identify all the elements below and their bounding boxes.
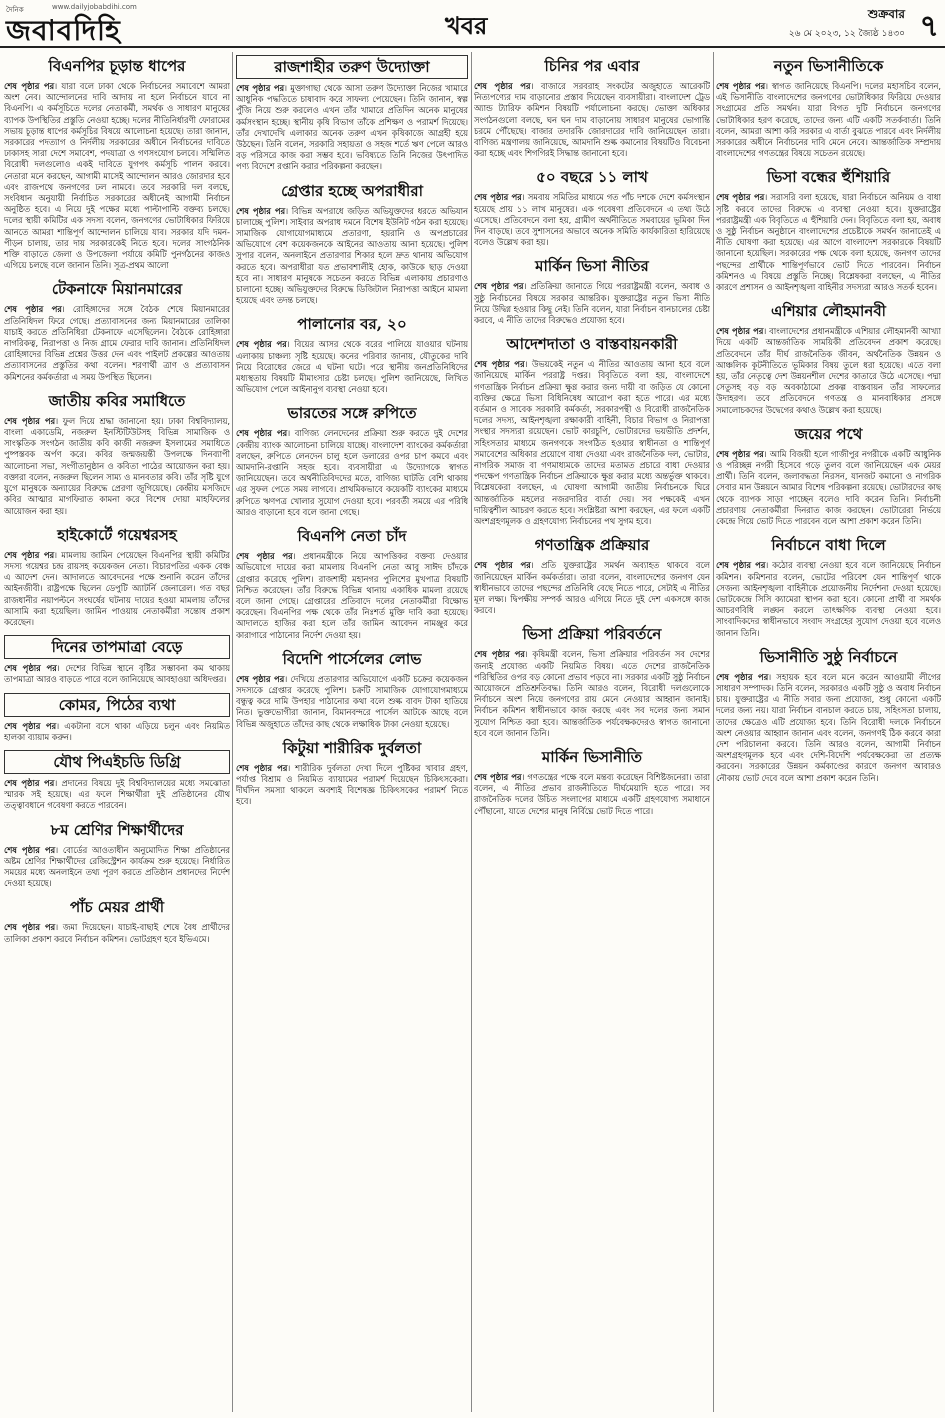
continuation-label: শেষ পৃষ্ঠার পর	[716, 560, 766, 571]
date-line: ২৬ মে ২০২৩, ১২ জ্যৈষ্ঠ ১৪৩০	[788, 29, 905, 39]
continuation-label: শেষ পৃষ্ঠার পর	[4, 777, 55, 788]
article-text: । জমা দিয়েছেন। যাচাই-বাছাই শেষে বৈধ প্রার্থীদের তালিকা প্রকাশ করবে নির্বাচন কমিশন। ভোটগ্রহণ হবে ইভিএমে।	[4, 922, 230, 944]
article-poet	[4, 390, 230, 517]
headline: জাতীয় কবির সমাধিতে	[48, 391, 186, 410]
article-text: । সমবায় সমিতির মাধ্যমে গত পাঁচ দশকে দেশে কর্মসংস্থান হয়েছে প্রায় ১১ লাখ মানুষের। এক গবেষণা প্রতিবেদনে এ তথ্য উঠে এসেছে। প্রতিবেদনে বলা হয়, গ্রামীণ অর্থনীতিতে সমবায়ের ভূমিকা দিন দিন বাড়ছে। তবে সুশাসনের অভাবে অনেক সমিতি কার্যকারিতা হারিয়েছে বলেও উল্লেখ করা হয়।	[474, 192, 710, 248]
article-text: । প্রধানমন্ত্রীকে নিয়ে আপত্তিকর বক্তব্য দেওয়ার অভিযোগে দায়ের করা মামলায় বিএনপি নেতা আবু সাঈদ চাঁদকে গ্রেপ্তার করেছে পুলিশ। রাজশাহী মহানগর পুলিশের মুখপাত্র বিষয়টি নিশ্চিত করেছেন। তাঁর বিরুদ্ধে বিভিন্ন থানায় একাধিক মামলা রয়েছে বলে জানা গেছে। গ্রেপ্তারের প্রতিবাদে দলের নেতাকর্মীরা বিক্ষোভ করেছেন। বিএনপির পক্ষ থেকে তাঁর নিঃশর্ত মুক্তি দাবি করা হয়েছে। আদালতে হাজির করা হলে তাঁর জামিন আবেদন নামঞ্জুর করে কারাগারে পাঠানোর নির্দেশ দেওয়া হয়।	[236, 551, 468, 640]
continuation-label: শেষ পৃষ্ঠার পর	[4, 304, 62, 315]
article-text: । বিয়ের আসর থেকে বরের পালিয়ে যাওয়ার ঘটনায় এলাকায় চাঞ্চল্য সৃষ্টি হয়েছে। কনের পরিবার জানায়, যৌতুকের দাবি নিয়ে বিরোধের জেরে এ ঘটনা ঘটে। পরে স্থানীয় জনপ্রতিনিধিদের মধ্যস্থতায় বিষয়টি মীমাংসার চেষ্টা চলছে। পুলিশ জানিয়েছে, লিখিত অভিযোগ পেলে আইনানুগ ব্যবস্থা নেওয়া হবে।	[236, 339, 468, 395]
article-visaban	[716, 166, 941, 293]
article-parcel	[236, 648, 468, 730]
headline: হাইকোর্টে গয়েশ্বরসহ	[57, 525, 177, 544]
continuation-label: শেষ পৃষ্ঠার পর	[236, 205, 286, 216]
logo-small-label: দৈনিক	[6, 6, 24, 14]
headline: গ্রেপ্তার হচ্ছে অপরাধীরা	[281, 181, 423, 200]
continuation-label: শেষ পৃষ্ঠার পর	[4, 720, 57, 731]
article-body	[4, 778, 230, 812]
article-implementer	[474, 333, 710, 527]
headline: চিনির পর এবার	[544, 57, 640, 75]
continuation-label: শেষ পৃষ্ঠার পর	[236, 551, 293, 562]
article-fair	[716, 646, 941, 784]
article-text: । কৃষিমন্ত্রী বলেন, ভিসা প্রক্রিয়ার পরিবর্তন সব দেশের জন্যই প্রযোজ্য একটি নিয়মিত বিষয়। এতে দেশের রাজনৈতিক পরিস্থিতির ওপর বড় কোনো প্রভাব পড়বে না। সরকার একটি সুষ্ঠু নির্বাচন আয়োজনে প্রতিশ্রুতিবদ্ধ। তিনি আরও বলেন, বিরোধী দলগুলোকে নির্বাচনে অংশ নিয়ে জনগণের রায় মেনে নেওয়ার আহ্বান জানাই। নির্বাচন কমিশন স্বাধীনভাবে কাজ করছে এবং সব দলের জন্য সমান সুযোগ নিশ্চিত করা হবে। আন্তর্জাতিক পর্যবেক্ষকদেরও স্বাগত জানানো হবে বলে জানান তিনি।	[474, 649, 710, 738]
article-candidates	[4, 896, 230, 944]
headline: নতুন ভিসানীতিকে	[773, 57, 884, 75]
article-class8	[4, 819, 230, 890]
article-victory	[716, 423, 941, 527]
logo-text: জবাবদিহি	[6, 14, 121, 47]
article-backpain	[4, 693, 230, 743]
article-body	[236, 551, 468, 641]
page-number: ৭	[919, 9, 939, 44]
continuation-label: শেষ পৃষ্ঠার পর	[236, 339, 287, 350]
article-body	[474, 359, 710, 527]
continuation-label: শেষ পৃষ্ঠার পর	[4, 844, 56, 855]
continuation-label: শেষ পৃষ্ঠার পর	[474, 81, 531, 91]
headline: ভিসা বন্ধের হুঁশিয়ারি	[766, 168, 891, 187]
article-text: । বিভিন্ন অপরাধে জড়িত অভিযুক্তদের ধরতে অভিযান চালাচ্ছে পুলিশ। সাইবার অপরাধ দমনে বিশেষ ইউনিট গঠন করা হয়েছে। সামাজিক যোগাযোগমাধ্যমে প্রতারণা, হয়রানি ও অপপ্রচারের অভিযোগে বেশ কয়েকজনকে আইনের আওতায় আনা হয়েছে। পুলিশ সুপার বলেন, অনলাইনে প্রতারণার শিকার হলে দ্রুত থানায় অভিযোগ করতে হবে। অপরাধীরা যত প্রভাবশালীই হোক, কাউকে ছাড় দেওয়া হবে না। সাধারণ মানুষকে সচেতন করতে বিভিন্ন এলাকায় প্রচারণাও চালানো হচ্ছে। অভিযুক্তদের বিরুদ্ধে ডিজিটাল নিরাপত্তা আইনে মামলা হয়েছে এবং তদন্ত চলছে।	[236, 205, 468, 306]
article-fifty	[474, 166, 710, 248]
article-body	[4, 416, 230, 517]
article-body	[474, 192, 710, 248]
article-text: । ফুল দিয়ে শ্রদ্ধা জানানো হয়। ঢাকা বিশ্ববিদ্যালয়, বাংলা একাডেমি, নজরুল ইনস্টিটিউটসহ বিভিন্ন সামাজিক ও সাংস্কৃতিক সংগঠন জাতীয় কবি কাজী নজরুল ইসলামের সমাধিতে পুষ্পস্তবক অর্পণ করে। কবির জন্মজয়ন্তী উপলক্ষে দিনব্যাপী আলোচনা সভা, সংগীতানুষ্ঠান ও কবিতা পাঠের আয়োজন করা হয়। বক্তারা বলেন, নজরুল ছিলেন সাম্য ও মানবতার কবি। তাঁর সৃষ্টি যুগে যুগে মানুষকে অন্যায়ের বিরুদ্ধে প্রেরণা জুগিয়েছে। কেন্দ্রীয় মসজিদে কবির আত্মার মাগফিরাত কামনা করে বিশেষ দোয়া মাহফিলের আয়োজন করা হয়।	[4, 415, 230, 516]
article-phd	[4, 750, 230, 812]
article-kutta	[236, 737, 468, 808]
headline: দিনের তাপমাত্রা বেড়ে	[4, 635, 230, 659]
article-body	[474, 772, 710, 817]
article-text: । একটানা বসে থাকা এড়িয়ে চলুন এবং নিয়মিত হালকা ব্যায়াম করুন।	[4, 720, 230, 742]
article-rajshahi	[236, 55, 468, 173]
continuation-label: শেষ পৃষ্ঠার পর	[236, 673, 285, 684]
article-visaprocess	[474, 623, 710, 739]
article-text: । কঠোর ব্যবস্থা নেওয়া হবে বলে জানিয়েছে নির্বাচন কমিশন। কমিশনার বলেন, ভোটের পরিবেশ যেন শান্তিপূর্ণ থাকে সেজন্য আইনশৃঙ্খলা বাহিনীকে প্রয়োজনীয় নির্দেশনা দেওয়া হয়েছে। ভোটকেন্দ্রে সিসি ক্যামেরা স্থাপন করা হবে। কোনো প্রার্থী বা সমর্থক আচরণবিধি লঙ্ঘন করলে তাৎক্ষণিক ব্যবস্থা নেওয়া হবে। সাংবাদিকদের স্বাধীনভাবে সংবাদ সংগ্রহের সুযোগ দেওয়া হবে বলেও জানান তিনি।	[716, 560, 941, 638]
continuation-label: শেষ পৃষ্ঠার পর	[4, 549, 55, 560]
headline: নির্বাচনে বাধা দিলে	[771, 536, 886, 555]
article-body	[716, 560, 941, 638]
article-text: । উভয়কেই নতুন এ নীতির আওতায় আনা হবে বলে জানিয়েছে মার্কিন পররাষ্ট্র দপ্তর। বিবৃতিতে বলা হয়, বাংলাদেশে গণতান্ত্রিক নির্বাচন প্রক্রিয়া ক্ষুণ্ণ করার জন্য দায়ী বা জড়িত যে কোনো ব্যক্তির ক্ষেত্রে ভিসা বিধিনিষেধ আরোপ করা হতে পারে। এর মধ্যে বর্তমান ও সাবেক সরকারি কর্মকর্তা, সরকারপন্থী ও বিরোধী রাজনৈতিক দলের সদস্য, আইনশৃঙ্খলা রক্ষাকারী বাহিনী, বিচার বিভাগ ও নিরাপত্তা সংস্থার সদস্যরা রয়েছেন। ভোট কারচুপি, ভোটারদের ভয়ভীতি প্রদর্শন, সহিংসতার মাধ্যমে জনগণকে সংগঠিত হওয়ার স্বাধীনতা ও শান্তিপূর্ণ সমাবেশের অধিকার প্রয়োগে বাধা দেওয়া এবং রাজনৈতিক দল, ভোটার, নাগরিক সমাজ বা গণমাধ্যমকে তাদের মতামত প্রচারে বাধা দেওয়ার পদক্ষেপ গণতান্ত্রিক নির্বাচন প্রক্রিয়াকে ক্ষুণ্ণ করার মধ্যে অন্তর্ভুক্ত থাকবে। বিশ্লেষকেরা বলছেন, এ ঘোষণা আগামী জাতীয় নির্বাচনকে ঘিরে আন্তর্জাতিক মহলের নজরদারির বার্তা দেয়। সব পক্ষকেই এখন দায়িত্বশীল আচরণ করতে হবে। সংশ্লিষ্টরা আশা করছেন, এর ফলে একটি অংশগ্রহণমূলক ও গ্রহণযোগ্য নির্বাচনের পথ সুগম হবে।	[474, 359, 710, 527]
article-body	[474, 281, 710, 326]
article-heat	[4, 635, 230, 685]
continuation-label: শেষ পৃষ্ঠার পর	[716, 192, 765, 203]
headline: যৌথ পিএইচডি ডিগ্রি	[4, 750, 230, 774]
article-text: । প্রতি যুক্তরাষ্ট্রের সমর্থন অব্যাহত থাকবে বলে জানিয়েছেন মার্কিন কর্মকর্তারা। তারা বলেন, বাংলাদেশের জনগণ যেন স্বাধীনভাবে তাদের পছন্দের প্রতিনিধি বেছে নিতে পারে, সেটাই এ নীতির মূল লক্ষ্য। দ্বিপক্ষীয় সম্পর্ক আরও এগিয়ে নিতে দুই দেশ একসঙ্গে কাজ করবে।	[474, 560, 710, 616]
article-text: । দেখিয়ে প্রতারণার অভিযোগে একটি চক্রের কয়েকজন সদস্যকে গ্রেপ্তার করেছে পুলিশ। চক্রটি সামাজিক যোগাযোগমাধ্যমে বন্ধুত্ব করে দামি উপহার পাঠানোর কথা বলে শুল্ক বাবদ টাকা হাতিয়ে নিত। ভুক্তভোগীরা জানান, বিমানবন্দরে পার্সেল আটকে আছে বলে বিভিন্ন অজুহাতে তাঁদের কাছ থেকে লক্ষাধিক টাকা নেওয়া হয়েছে।	[236, 673, 468, 729]
section-title: খবর	[445, 11, 488, 40]
article-body	[716, 672, 941, 784]
continuation-label: শেষ পৃষ্ঠার পর	[4, 415, 56, 426]
headline: মার্কিন ভিসানীতি	[541, 747, 643, 766]
headline: টেকনাফে মিয়ানমারের	[51, 280, 183, 299]
article-groom	[236, 313, 468, 395]
article-body	[474, 649, 710, 739]
article-body	[236, 428, 468, 518]
column-3	[474, 52, 710, 1412]
continuation-label: শেষ পৃষ্ঠার পর	[716, 326, 764, 337]
article-text: । প্রতিক্রিয়া জানাতে গিয়ে পররাষ্ট্রমন্ত্রী বলেন, অবাধ ও সুষ্ঠু নির্বাচনের বিষয়ে সরকার আন্তরিক। যুক্তরাষ্ট্রের নতুন ভিসা নীতি নিয়ে উদ্বিগ্ন হওয়ার কিছু নেই। তিনি বলেন, যারা নির্বাচন বানচালের চেষ্টা করবে, এ নীতি তাদের বিরুদ্ধেও প্রযোজ্য হবে।	[474, 281, 710, 326]
column-divider	[471, 52, 472, 1412]
article-text: । সরাসরি বলা হয়েছে, যারা নির্বাচনে অনিয়ম ও বাধা সৃষ্টি করবে তাদের বিরুদ্ধে এ ব্যবস্থা নেওয়া হবে। যুক্তরাষ্ট্রের পররাষ্ট্রমন্ত্রী এক বিবৃতিতে এ হুঁশিয়ারি দেন। বিবৃতিতে বলা হয়, অবাধ ও সুষ্ঠু নির্বাচন অনুষ্ঠানে বাংলাদেশের প্রচেষ্টাকে সমর্থন জানাতেই এ নীতি ঘোষণা করা হয়েছে। এর আগে বাংলাদেশ সরকারকে বিষয়টি জানানো হয়েছিল। সরকারের পক্ষ থেকে বলা হয়েছে, জনগণ তাদের পছন্দের প্রার্থীকে শান্তিপূর্ণভাবে ভোট দিতে পারবেন। নির্বাচন কমিশনও এ বিষয়ে প্রস্তুতি নিচ্ছে। বিশ্লেষকরা বলছেন, এ নীতির কারণে প্রশাসন ও আইনশৃঙ্খলা বাহিনীর সদস্যরা আরও সতর্ক হবেন।	[716, 192, 941, 293]
article-sugar	[474, 55, 710, 159]
article-body	[4, 845, 230, 890]
article-bnp	[4, 55, 230, 271]
masthead	[0, 0, 945, 48]
article-text: । বাজারে সরবরাহ সংকটের অজুহাতে আরেকটি নিত্যপণ্যের দাম বাড়ানোর প্রস্তাব দিয়েছেন ব্যবসায়ীরা। বাংলাদেশ ট্রেড অ্যান্ড ট্যারিফ কমিশন বিষয়টি পর্যালোচনা করছে। ভোক্তা অধিকার সংগঠনগুলো বলছে, ঘন ঘন দাম বাড়ানোয় সাধারণ মানুষের ভোগান্তি চরমে পৌঁছেছে। বাজার তদারকি জোরদারের দাবি জানিয়েছেন তারা। বাণিজ্য মন্ত্রণালয় জানিয়েছে, আমদানি শুল্ক কমানোর বিষয়টিও বিবেচনা করা হচ্ছে এবং শিগগিরই সিদ্ধান্ত জানানো হবে।	[474, 81, 710, 159]
article-text: । স্বাগত জানিয়েছে বিএনপি। দলের মহাসচিব বলেন, এই ভিসানীতি বাংলাদেশের জনগণের ভোটাধিকার ফিরিয়ে দেওয়ার সংগ্রামের প্রতি সমর্থন। যারা বিগত দুটি নির্বাচনে জনগণের ভোটাধিকার হরণ করেছে, তাদের জন্য এটি একটি সতর্কবার্তা। তিনি বলেন, আমরা আশা করি সরকার এ বার্তা বুঝতে পারবে এবং নির্দলীয় সরকারের অধীনে নির্বাচনের দাবি মেনে নেবে। আন্তর্জাতিক সম্প্রদায় বাংলাদেশের গণতন্ত্রের বিষয়ে সচেতন রয়েছে।	[716, 81, 941, 159]
article-body	[4, 721, 230, 743]
continuation-label: শেষ পৃষ্ঠার পর	[474, 649, 525, 660]
article-text: । মুক্তাগাছা থেকে আসা তরুণ উদ্যোক্তা নিজের খামারে আধুনিক পদ্ধতিতে চাষাবাদ করে সাফল্য পেয়েছেন। তিনি জানান, স্বল্প পুঁজি নিয়ে শুরু করলেও এখন তাঁর খামারে প্রতিদিন অনেক মানুষের কর্মসংস্থান হচ্ছে। স্থানীয় কৃষি বিভাগ তাঁকে প্রশিক্ষণ ও পরামর্শ দিয়েছে। তাঁর দেখাদেখি এলাকার অনেক তরুণ এখন কৃষিকাজে আগ্রহী হয়ে উঠছেন। তিনি বলেন, সরকারি সহায়তা ও সহজ শর্তে ঋণ পেলে আরও বড় পরিসরে কাজ করা সম্ভব হবে। ভবিষ্যতে তিনি নিজের উৎপাদিত পণ্য বিদেশে রপ্তানি করার পরিকল্পনা করছেন।	[236, 83, 468, 172]
article-body	[236, 339, 468, 395]
headline: বিদেশি পার্সেলের লোভ	[282, 649, 422, 668]
continuation-label: শেষ পৃষ্ঠার পর	[474, 192, 522, 203]
article-text: । মামলায় জামিন পেয়েছেন বিএনপির স্থায়ী কমিটির সদস্য গয়েশ্বর চন্দ্র রায়সহ কয়েকজন নেতা। বিচারপতির একক বেঞ্চ এ আদেশ দেন। আদালতে আবেদনের পক্ষে শুনানি করেন তাঁদের আইনজীবী। রাষ্ট্রপক্ষে ছিলেন ডেপুটি অ্যাটর্নি জেনারেল। গত বছর রাজধানীর নয়াপল্টনে সংঘর্ষের ঘটনায় দায়ের হওয়া মামলায় তাঁদের আসামি করা হয়েছিল। জামিন পাওয়ায় নেতাকর্মীরা সন্তোষ প্রকাশ করেছেন।	[4, 549, 230, 627]
article-text: । আমি বিজয়ী হলে গাজীপুর নগরীকে একটি আধুনিক ও পরিচ্ছন্ন নগরী হিসেবে গড়ে তুলব বলে জানিয়েছেন এক মেয়র প্রার্থী। তিনি বলেন, জলাবদ্ধতা নিরসন, যানজট কমানো ও নাগরিক সেবার মান উন্নয়নে আমার বিশেষ পরিকল্পনা রয়েছে। ভোটারদের কাছ থেকে ব্যাপক সাড়া পাচ্ছেন বলেও দাবি করেন তিনি। নির্বাচনী প্রচারণায় নেতাকর্মীরা দিনরাত কাজ করছেন। ভোটারেরা নির্ভয়ে কেন্দ্রে গিয়ে ভোট দিতে পারবেন বলে আশা প্রকাশ করেন তিনি।	[716, 448, 941, 527]
article-text: । যারা বলে ঢাকা থেকে নির্বাচনের সমাবেশে আমরা অংশ নেব। আন্দোলনের দাবি আদায় না হলে নির্বাচনে যাবে না বিএনপি। এ কর্মসূচিতে দলের নেতাকর্মী, সমর্থক ও সাধারণ মানুষের ব্যাপক উপস্থিতির প্রস্তুতি নেওয়া হচ্ছে। দলের নীতিনির্ধারণী ফোরামের সভায় চূড়ান্ত ধাপের কর্মসূচির বিষয়ে আলোচনা হয়েছে। তারা জানান, সরকারের পদত্যাগ ও নির্দলীয় সরকারের অধীনে নির্বাচনের দাবিতে ঢাকাসহ সারা দেশে সমাবেশ, পদযাত্রা ও গণসংযোগ চলবে। সম্মিলিত বিরোধী দলগুলোও একই দাবিতে যুগপৎ কর্মসূচি পালন করবে। নেতারা মনে করছেন, আগামী মাসেই আন্দোলন আরও জোরদার হবে এবং রাজপথে জনগণের ঢল নামবে। তবে সরকারি দল বলছে, সংবিধান অনুযায়ী নির্বাচিত সরকারের অধীনেই আগামী নির্বাচন অনুষ্ঠিত হবে। এ নিয়ে দুই পক্ষের মধ্যে পাল্টাপাল্টি বক্তব্য চলছে। দলের স্থায়ী কমিটির এক সদস্য বলেন, জনগণের ভোটাধিকার ফিরিয়ে আনতে আমরা শান্তিপূর্ণ আন্দোলন চালিয়ে যাব। সরকার যদি দমন-পীড়ন চালায়, তার দায় সরকারকেই নিতে হবে। দলের সাংগঠনিক শক্তি বাড়াতে জেলা ও উপজেলা পর্যায়ে কমিটি পুনর্গঠনের কাজও এগিয়ে চলছে বলে জানান তিনি। সূত্র-প্রথম আলো	[4, 81, 230, 271]
headline: বিএনপির চূড়ান্ত ধাপের	[48, 57, 186, 75]
continuation-label: শেষ পৃষ্ঠার পর	[4, 663, 57, 674]
article-body	[716, 326, 941, 416]
article-text: । বাংলাদেশের প্রধানমন্ত্রীকে এশিয়ার লৌহমানবী আখ্যা দিয়ে একটি আন্তর্জাতিক সাময়িকী প্রতিবেদন প্রকাশ করেছে। প্রতিবেদনে তাঁর দীর্ঘ রাজনৈতিক জীবন, অর্থনৈতিক উন্নয়ন ও আঞ্চলিক কূটনীতিতে ভূমিকার বিষয় তুলে ধরা হয়েছে। এতে বলা হয়, তাঁর নেতৃত্বে দেশ উন্নয়নশীল দেশের কাতারে উঠে এসেছে। পদ্মা সেতুসহ বড় বড় অবকাঠামো প্রকল্প বাস্তবায়ন তাঁর সাফল্যের উদাহরণ। তবে প্রতিবেদনে গণতন্ত্র ও মানবাধিকার প্রসঙ্গে সমালোচকদের উদ্বেগের কথাও উল্লেখ করা হয়েছে।	[716, 326, 941, 415]
article-body	[716, 81, 941, 159]
headline: বিএনপি নেতা চাঁদ	[297, 527, 407, 546]
article-democracy	[474, 534, 710, 616]
headline: কিটুয়া শারীরিক দুর্বলতা	[282, 738, 422, 757]
article-body	[474, 81, 710, 159]
article-usvisa2	[474, 746, 710, 817]
article-usvisa	[474, 255, 710, 326]
article-text: । দেশের বিভিন্ন স্থানে বৃষ্টির সম্ভাবনা কম থাকায় তাপমাত্রা আরও বাড়তে পারে বলে জানিয়েছে আবহাওয়া অধিদপ্তর।	[4, 663, 230, 685]
headline: কোমর, পিঠের ব্যথা	[4, 693, 230, 717]
article-newvisa	[716, 55, 941, 159]
article-body	[4, 663, 230, 685]
headline: এশিয়ার লৌহমানবী	[771, 302, 886, 321]
article-body	[474, 560, 710, 616]
continuation-label: শেষ পৃষ্ঠার পর	[474, 560, 531, 571]
continuation-label: শেষ পৃষ্ঠার পর	[474, 771, 522, 782]
headline: পাঁচ মেয়র প্রার্থী	[69, 898, 165, 917]
continuation-label: শেষ পৃষ্ঠার পর	[236, 83, 285, 93]
article-bnpleader	[236, 525, 468, 641]
article-body	[716, 449, 941, 527]
continuation-label: শেষ পৃষ্ঠার পর	[716, 671, 769, 682]
article-body	[4, 922, 230, 944]
column-1	[4, 52, 230, 1412]
continuation-label: শেষ পৃষ্ঠার পর	[236, 762, 288, 773]
headline: জয়ের পথে	[794, 424, 863, 443]
article-body	[4, 304, 230, 382]
article-body	[4, 81, 230, 271]
date-block	[789, 6, 905, 41]
continuation-label: শেষ পৃষ্ঠার পর	[474, 359, 525, 370]
article-text: । শারীরিক দুর্বলতা দেখা দিলে পুষ্টিকর খাবার গ্রহণ, পর্যাপ্ত বিশ্রাম ও নিয়মিত ব্যায়ামের পরামর্শ দিয়েছেন চিকিৎসকেরা। দীর্ঘদিন সমস্যা থাকলে অবশ্যই বিশেষজ্ঞ চিকিৎসকের পরামর্শ নিতে হবে।	[236, 762, 468, 807]
headline: ৮ম শ্রেণির শিক্ষার্থীদের	[50, 820, 184, 839]
headline: ভিসানীতি সুষ্ঠু নির্বাচনে	[759, 647, 898, 666]
headline: পালানোর বর, ২০	[297, 315, 407, 334]
article-body	[236, 763, 468, 808]
headline: ভিসা প্রক্রিয়া পরিবর্তনে	[522, 625, 662, 644]
continuation-label: শেষ পৃষ্ঠার পর	[716, 448, 764, 459]
article-highcourt	[4, 524, 230, 628]
article-text: । গণতন্ত্রের পক্ষে বলে মন্তব্য করেছেন বিশিষ্টজনেরা। তারা বলেন, এ নীতির প্রভাব রাজনীতিতে দীর্ঘমেয়াদি হতে পারে। সব রাজনৈতিক দলের উচিত সংলাপের মাধ্যমে একটি গ্রহণযোগ্য সমাধানে পৌঁছানো, যাতে দেশের মানুষ নির্বিঘ্নে ভোট দিতে পারে।	[474, 771, 710, 816]
column-4	[716, 52, 941, 1412]
article-myanmar	[4, 278, 230, 382]
continuation-label: শেষ পৃষ্ঠার পর	[716, 81, 766, 91]
headline: রাজশাহীর তরুণ উদ্যোক্তা	[236, 55, 468, 79]
headline: মার্কিন ভিসা নীতির	[535, 257, 649, 276]
continuation-label: শেষ পৃষ্ঠার পর	[236, 428, 288, 439]
headline: ভারতের সঙ্গে রুপিতে	[287, 404, 417, 423]
article-arrest	[236, 180, 468, 307]
headline: গণতান্ত্রিক প্রক্রিয়ার	[534, 536, 650, 555]
article-body	[716, 192, 941, 293]
article-text: । রোহিঙ্গাদের সঙ্গে বৈঠক শেষে মিয়ানমারের প্রতিনিধিদল ফিরে গেছে। প্রত্যাবাসনের জন্য মিয়ানমারের তালিকা যাচাই করতে প্রতিনিধিরা টেকনাফে এসেছিলেন। বৈঠকে রোহিঙ্গারা নাগরিকত্ব, নিরাপত্তা ও নিজ গ্রামে ফেরার দাবি জানান। প্রতিনিধিদল রোহিঙ্গাদের বিভিন্ন প্রশ্নের উত্তর দেন এবং পাইলট প্রকল্পের আওতায় প্রত্যাবাসনের প্রস্তুতির কথা বলেন। শরণার্থী ত্রাণ ও প্রত্যাবাসন কমিশনের কর্মকর্তারা এ সময় উপস্থিত ছিলেন।	[4, 304, 230, 382]
article-india	[236, 402, 468, 518]
site-url: www.dailyjobabdihi.com	[52, 3, 137, 11]
continuation-label: শেষ পৃষ্ঠার পর	[474, 281, 524, 292]
continuation-label: শেষ পৃষ্ঠার পর	[4, 81, 55, 91]
headline: আদেশদাতা ও বাস্তবায়নকারী	[506, 335, 678, 354]
column-2	[236, 52, 468, 1412]
day-label: শুক্রবার	[867, 7, 905, 21]
article-body	[4, 550, 230, 628]
article-body	[236, 206, 468, 307]
article-body	[236, 674, 468, 730]
article-text: । বাণিজ্য লেনদেনের প্রক্রিয়া শুরু করতে দুই দেশের কেন্দ্রীয় ব্যাংক আলোচনা চালিয়ে যাচ্ছে। বাংলাদেশ ব্যাংকের কর্মকর্তারা বলছেন, রুপিতে লেনদেন চালু হলে ডলারের ওপর চাপ কমবে এবং আমদানি-রপ্তানি সহজ হবে। ব্যবসায়ীরা এ উদ্যোগকে স্বাগত জানিয়েছেন। তবে অর্থনীতিবিদদের মতে, বাণিজ্য ঘাটতি বেশি থাকায় এর সুফল পেতে সময় লাগবে। প্রাথমিকভাবে কয়েকটি ব্যাংকের মাধ্যমে রুপিতে ঋণপত্র খোলার সুযোগ দেওয়া হবে। পরবর্তী সময়ে এর পরিধি আরও বাড়ানো হবে বলে জানা গেছে।	[236, 428, 468, 517]
headline: ৫০ বছরে ১১ লাখ	[536, 168, 648, 187]
article-text: । প্রদানের বিষয়ে দুই বিশ্ববিদ্যালয়ের মধ্যে সমঝোতা স্মারক সই হয়েছে। এর ফলে শিক্ষার্থীরা দুই প্রতিষ্ঠানের যৌথ তত্ত্বাবধানে গবেষণা করতে পারবেন।	[4, 777, 230, 811]
column-divider	[713, 52, 714, 1412]
article-text: । সহায়ক হবে বলে মনে করেন আওয়ামী লীগের সাধারণ সম্পাদক। তিনি বলেন, সরকারও একটি সুষ্ঠু ও অবাধ নির্বাচন চায়। যুক্তরাষ্ট্রের এ নীতি সবার জন্য প্রযোজ্য, শুধু কোনো একটি দলের জন্য নয়। যারা নির্বাচন বানচাল করতে চায়, সহিংসতা চালায়, তাদের ক্ষেত্রেও এটি প্রযোজ্য হবে। তিনি বিরোধী দলকে নির্বাচনে অংশ নেওয়ার আহ্বান জানান এবং বলেন, জনগণই ঠিক করবে কারা দেশ পরিচালনা করবে। তিনি আরও বলেন, আগামী নির্বাচন অংশগ্রহণমূলক হবে এবং দেশি-বিদেশি পর্যবেক্ষকেরা তা প্রত্যক্ষ করবেন। সরকারের উন্নয়ন কর্মকাণ্ডের কারণে জনগণ আবারও নৌকায় ভোট দেবে বলে আশা প্রকাশ করেন তিনি।	[716, 671, 941, 783]
article-obstacle	[716, 534, 941, 638]
article-iron	[716, 300, 941, 416]
continuation-label: শেষ পৃষ্ঠার পর	[4, 922, 56, 933]
article-text: । বোর্ডের আওতাধীন অনুমোদিত শিক্ষা প্রতিষ্ঠানের অষ্টম শ্রেণির শিক্ষার্থীদের রেজিস্ট্রেশন কার্যক্রম শুরু হয়েছে। নির্ধারিত সময়ের মধ্যে অনলাইনে তথ্য পূরণ করতে প্রতিষ্ঠান প্রধানদের নির্দেশ দেওয়া হয়েছে।	[4, 844, 230, 889]
column-divider	[232, 52, 233, 1412]
article-body	[236, 83, 468, 173]
